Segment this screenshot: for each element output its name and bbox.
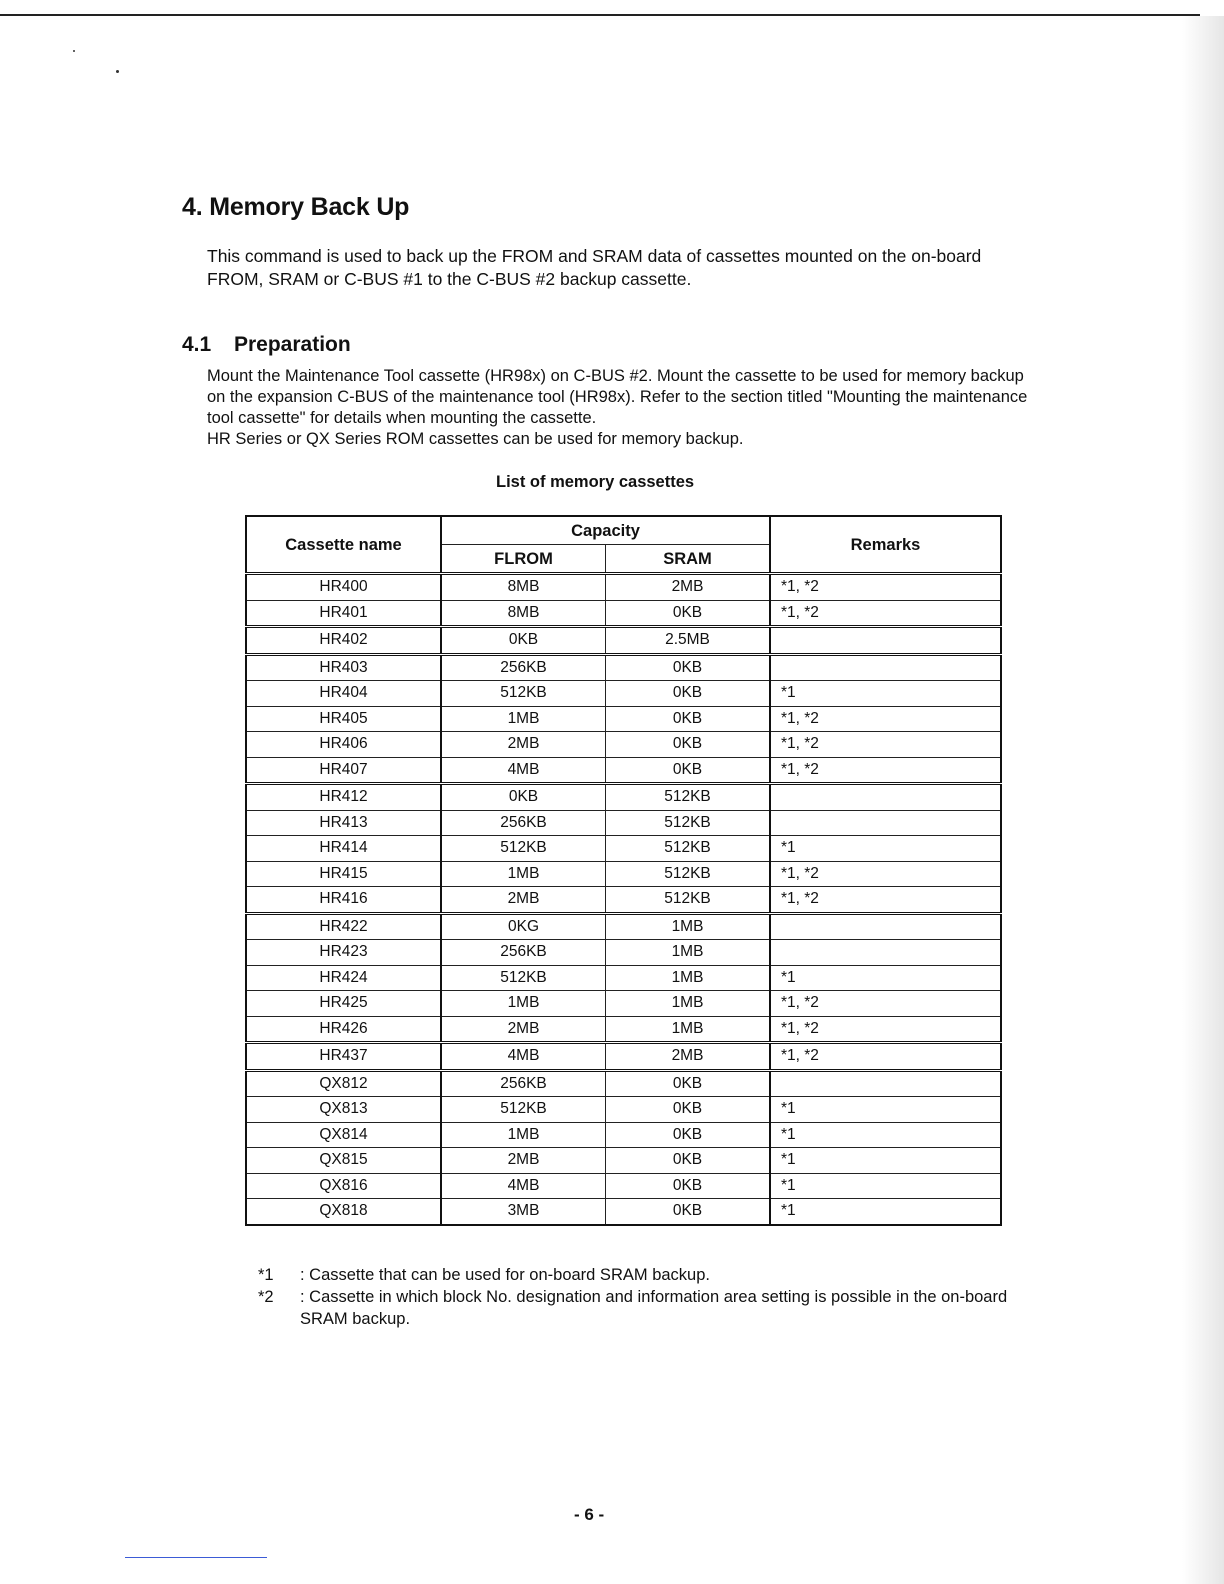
remarks-cell <box>770 1070 1001 1097</box>
sram-cell: 0KB <box>606 1199 771 1225</box>
table-row <box>246 861 1001 887</box>
sram-cell: 0KB <box>606 600 771 627</box>
sram-cell: 0KB <box>606 1070 771 1097</box>
flrom-cell: 256KB <box>441 940 606 966</box>
remarks-cell: *1, *2 <box>770 600 1001 627</box>
sram-cell: 0KB <box>606 1122 771 1148</box>
flrom-cell: 3MB <box>441 1199 606 1225</box>
sram-cell: 0KB <box>606 706 771 732</box>
footnote-text: : Cassette that can be used for on-board SRAM backup. <box>300 1266 710 1284</box>
remarks-cell: *1, *2 <box>770 732 1001 758</box>
cassette-name-cell: HR406 <box>246 732 441 758</box>
subsection-number: 4.1 <box>182 333 212 356</box>
table-row <box>246 757 1001 784</box>
remarks-cell: *1, *2 <box>770 1016 1001 1043</box>
flrom-cell: 2MB <box>441 1148 606 1174</box>
flrom-cell: 2MB <box>441 1016 606 1043</box>
table-body <box>246 574 1001 1225</box>
flrom-cell: 4MB <box>441 1173 606 1199</box>
remarks-cell <box>770 627 1001 655</box>
col-header-remarks: Remarks <box>770 516 1001 574</box>
remarks-cell <box>770 810 1001 836</box>
table-row <box>246 991 1001 1017</box>
table-row <box>246 627 1001 655</box>
page-number: - 6 - <box>574 1505 605 1524</box>
cassette-name-cell: HR412 <box>246 784 441 811</box>
cassette-name-cell: HR422 <box>246 913 441 940</box>
flrom-cell: 0KG <box>441 913 606 940</box>
flrom-cell: 8MB <box>441 600 606 627</box>
cassette-name-cell: HR400 <box>246 574 441 601</box>
flrom-cell: 512KB <box>441 681 606 707</box>
cassette-name-cell: HR437 <box>246 1043 441 1071</box>
sram-cell: 1MB <box>606 965 771 991</box>
scan-edge-shadow <box>1182 16 1224 1584</box>
cassette-name-cell: QX815 <box>246 1148 441 1174</box>
flrom-cell: 0KB <box>441 784 606 811</box>
footnote-mark: *1 <box>258 1266 274 1284</box>
sram-cell: 0KB <box>606 732 771 758</box>
remarks-cell: *1 <box>770 1199 1001 1225</box>
cassette-name-cell: QX812 <box>246 1070 441 1097</box>
table-row <box>246 574 1001 601</box>
flrom-cell: 512KB <box>441 1097 606 1123</box>
sram-cell: 1MB <box>606 940 771 966</box>
sram-cell: 2MB <box>606 574 771 601</box>
cassette-name-cell: HR423 <box>246 940 441 966</box>
flrom-cell: 1MB <box>441 1122 606 1148</box>
cassette-name-cell: HR416 <box>246 887 441 914</box>
flrom-cell: 1MB <box>441 991 606 1017</box>
subsection-title: Preparation <box>234 333 351 356</box>
cassette-name-cell: QX814 <box>246 1122 441 1148</box>
memory-cassettes-table <box>245 515 1002 1226</box>
sram-cell: 2.5MB <box>606 627 771 655</box>
table-row <box>246 784 1001 811</box>
table-row <box>246 1122 1001 1148</box>
flrom-cell: 0KB <box>441 627 606 655</box>
sram-cell: 2MB <box>606 1043 771 1071</box>
remarks-cell <box>770 784 1001 811</box>
preparation-text <box>207 366 1037 450</box>
section-title: 4. Memory Back Up <box>182 193 410 221</box>
preparation-paragraph: HR Series or QX Series ROM cassettes can be used for memory backup. <box>207 430 744 448</box>
cassette-name-cell: QX818 <box>246 1199 441 1225</box>
col-header-sram: SRAM <box>606 545 771 574</box>
table-caption: List of memory cassettes <box>496 473 695 491</box>
flrom-cell: 256KB <box>441 654 606 681</box>
cassette-name-cell: HR426 <box>246 1016 441 1043</box>
flrom-cell: 1MB <box>441 706 606 732</box>
table-row <box>246 1148 1001 1174</box>
sram-cell: 1MB <box>606 991 771 1017</box>
subsection-heading <box>182 333 351 357</box>
cassette-name-cell: HR414 <box>246 836 441 862</box>
table-row <box>246 810 1001 836</box>
footnotes <box>258 1264 1028 1330</box>
top-border-line <box>0 14 1200 16</box>
cassette-name-cell: HR407 <box>246 757 441 784</box>
remarks-cell: *1, *2 <box>770 706 1001 732</box>
remarks-cell: *1, *2 <box>770 757 1001 784</box>
footnote-mark: *2 <box>258 1288 274 1306</box>
sram-cell: 512KB <box>606 784 771 811</box>
flrom-cell: 256KB <box>441 810 606 836</box>
scan-speck <box>116 70 119 73</box>
cassette-name-cell: HR415 <box>246 861 441 887</box>
table-row <box>246 654 1001 681</box>
table-row <box>246 940 1001 966</box>
table-row <box>246 965 1001 991</box>
table-row <box>246 681 1001 707</box>
remarks-cell: *1 <box>770 1097 1001 1123</box>
footnote <box>258 1286 1028 1330</box>
sram-cell: 512KB <box>606 836 771 862</box>
table-row <box>246 913 1001 940</box>
cassette-name-cell: QX816 <box>246 1173 441 1199</box>
table-row <box>246 887 1001 914</box>
cassette-name-cell: HR401 <box>246 600 441 627</box>
remarks-cell: *1 <box>770 1148 1001 1174</box>
cassette-name-cell: HR424 <box>246 965 441 991</box>
table-row <box>246 706 1001 732</box>
remarks-cell: *1 <box>770 836 1001 862</box>
cassette-name-cell: HR413 <box>246 810 441 836</box>
table-row <box>246 1070 1001 1097</box>
remarks-cell <box>770 940 1001 966</box>
table-row <box>246 1199 1001 1225</box>
bottom-edge-line <box>125 1557 267 1558</box>
sram-cell: 512KB <box>606 810 771 836</box>
col-header-cassette-name: Cassette name <box>246 516 441 574</box>
remarks-cell: *1, *2 <box>770 991 1001 1017</box>
remarks-cell: *1, *2 <box>770 887 1001 914</box>
cassette-name-cell: QX813 <box>246 1097 441 1123</box>
flrom-cell: 512KB <box>441 836 606 862</box>
flrom-cell: 8MB <box>441 574 606 601</box>
flrom-cell: 2MB <box>441 887 606 914</box>
table-row <box>246 1173 1001 1199</box>
flrom-cell: 512KB <box>441 965 606 991</box>
sram-cell: 0KB <box>606 1097 771 1123</box>
sram-cell: 512KB <box>606 861 771 887</box>
footnote-text: : Cassette in which block No. designation and information area setting is possible in the on-board SRAM backup. <box>300 1288 1008 1328</box>
sram-cell: 0KB <box>606 757 771 784</box>
flrom-cell: 2MB <box>441 732 606 758</box>
remarks-cell: *1, *2 <box>770 1043 1001 1071</box>
cassette-name-cell: HR425 <box>246 991 441 1017</box>
scan-speck <box>73 50 75 52</box>
table-row <box>246 600 1001 627</box>
table-row <box>246 1097 1001 1123</box>
remarks-cell: *1, *2 <box>770 574 1001 601</box>
remarks-cell <box>770 654 1001 681</box>
table-row <box>246 836 1001 862</box>
col-header-flrom: FLROM <box>441 545 606 574</box>
cassette-name-cell: HR404 <box>246 681 441 707</box>
remarks-cell: *1 <box>770 681 1001 707</box>
intro-paragraph: This command is used to back up the FROM and SRAM data of cassettes mounted on the on-board FROM, SRAM or C-BUS #1 to the C-BUS #2 backup cassette. <box>207 246 982 289</box>
col-header-capacity: Capacity <box>441 516 770 545</box>
remarks-cell: *1 <box>770 1122 1001 1148</box>
sram-cell: 1MB <box>606 1016 771 1043</box>
flrom-cell: 4MB <box>441 1043 606 1071</box>
sram-cell: 0KB <box>606 1173 771 1199</box>
cassette-name-cell: HR402 <box>246 627 441 655</box>
table-row <box>246 1043 1001 1071</box>
remarks-cell: *1 <box>770 1173 1001 1199</box>
sram-cell: 0KB <box>606 1148 771 1174</box>
table-row <box>246 732 1001 758</box>
remarks-cell: *1 <box>770 965 1001 991</box>
footnote <box>258 1264 1028 1286</box>
sram-cell: 512KB <box>606 887 771 914</box>
flrom-cell: 4MB <box>441 757 606 784</box>
sram-cell: 1MB <box>606 913 771 940</box>
cassette-name-cell: HR405 <box>246 706 441 732</box>
sram-cell: 0KB <box>606 654 771 681</box>
remarks-cell <box>770 913 1001 940</box>
preparation-paragraph: Mount the Maintenance Tool cassette (HR98x) on C-BUS #2. Mount the cassette to be used for memory backup on the expansion C-BUS of the maintenance tool (HR98x). Refer to the section titled "Mounting the maintenance tool cassette" for details when mounting the cassette. <box>207 367 1028 427</box>
table-row <box>246 1016 1001 1043</box>
remarks-cell: *1, *2 <box>770 861 1001 887</box>
cassette-name-cell: HR403 <box>246 654 441 681</box>
sram-cell: 0KB <box>606 681 771 707</box>
flrom-cell: 256KB <box>441 1070 606 1097</box>
flrom-cell: 1MB <box>441 861 606 887</box>
